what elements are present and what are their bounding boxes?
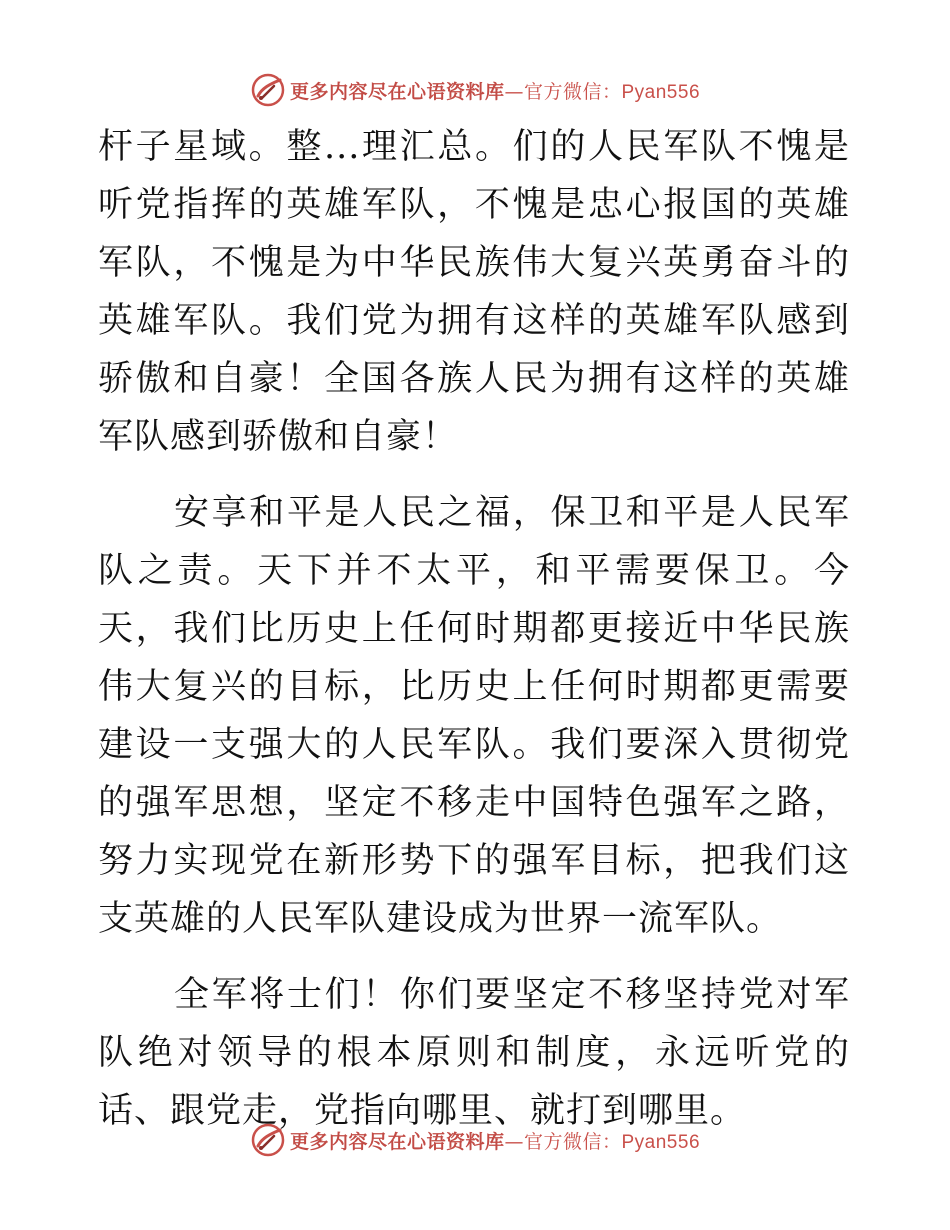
document-body: [98, 118, 850, 1140]
footer-wechat-id: Pyan556: [621, 1131, 701, 1153]
pen-circle-logo-icon: [250, 72, 286, 108]
footer-wechat-label: 官方微信：: [523, 1130, 622, 1153]
footer-watermark: [0, 1120, 950, 1160]
header-watermark-text: [290, 77, 700, 104]
paragraph-3: 全军将士们！你们要坚定不移坚持党对军队绝对领导的根本原则和制度，永远听党的话、跟党走，党指向哪里、就打到哪里。: [98, 975, 850, 1131]
header-wechat-label: 官方微信：: [523, 80, 622, 103]
header-separator: —: [504, 80, 524, 103]
header-brand: 更多内容尽在心语资料库: [289, 80, 505, 103]
footer-brand: 更多内容尽在心语资料库: [289, 1130, 505, 1153]
footer-separator: —: [504, 1130, 524, 1153]
header-watermark: [0, 70, 950, 110]
header-wechat-id: Pyan556: [621, 81, 701, 103]
paragraph-2: 安享和平是人民之福，保卫和平是人民军队之责。天下并不太平，和平需要保卫。今天，我们比历史上任何时期都更接近中华民族伟大复兴的目标，比历史上任何时期都更需要建设一支强大的人民军队。我们要深入贯彻党的强军思想，坚定不移走中国特色强军之路，努力实现党在新形势下的强军目标，把我们这支英雄的人民军队建设成为世界一流军队。: [98, 493, 850, 939]
paragraph-1: 杆子星域。整...理汇总。们的人民军队不愧是听党指挥的英雄军队，不愧是忠心报国的英雄军队，不愧是为中华民族伟大复兴英勇奋斗的英雄军队。我们党为拥有这样的英雄军队感到骄傲和自豪！全国各族人民为拥有这样的英雄军队感到骄傲和自豪！: [98, 127, 850, 457]
pen-circle-logo-icon: [250, 1122, 286, 1158]
footer-watermark-text: [290, 1127, 700, 1154]
